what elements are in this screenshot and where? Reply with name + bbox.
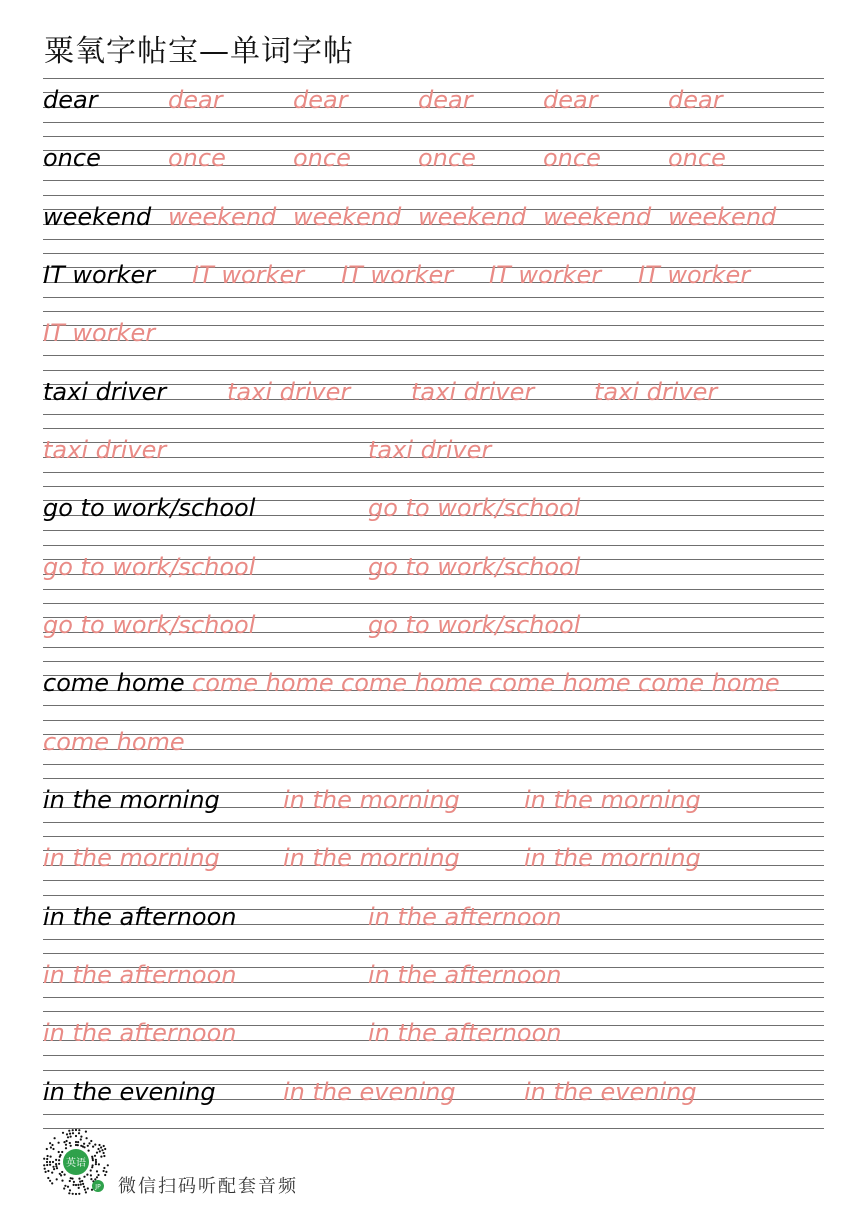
qr-dot xyxy=(55,1163,57,1165)
model-word: weekend xyxy=(43,202,152,231)
qr-dot xyxy=(69,1133,71,1135)
qr-dot xyxy=(98,1163,100,1165)
qr-dot xyxy=(90,1140,92,1142)
ruling-line xyxy=(43,78,824,79)
qr-dot xyxy=(96,1152,98,1154)
ruling-line xyxy=(43,661,824,662)
ruling-line xyxy=(43,603,824,604)
qr-dot xyxy=(43,1158,45,1160)
qr-dot xyxy=(104,1148,106,1150)
audio-scan-hint: 微信扫码听配套音频 xyxy=(118,1176,298,1197)
qr-dot xyxy=(98,1144,100,1146)
trace-word: in the morning xyxy=(524,785,701,814)
qr-dot xyxy=(87,1187,89,1189)
model-word: IT worker xyxy=(43,260,156,289)
ruling-line xyxy=(43,953,824,954)
ruling-line xyxy=(43,997,824,998)
trace-word: go to work/school xyxy=(368,610,581,639)
qr-dot xyxy=(103,1152,105,1154)
trace-word: IT worker xyxy=(43,319,156,348)
row-words xyxy=(43,960,824,992)
row-words xyxy=(43,843,824,875)
qr-dot xyxy=(49,1142,51,1144)
ruling-line xyxy=(43,530,824,531)
qr-dot xyxy=(58,1142,60,1144)
qr-dot xyxy=(80,1138,82,1140)
row-words xyxy=(43,1018,824,1050)
qr-dot xyxy=(77,1144,79,1146)
practice-row xyxy=(43,895,824,953)
ruling-line xyxy=(43,647,824,648)
qr-dot xyxy=(63,1187,65,1189)
row-words xyxy=(43,727,824,759)
practice-row xyxy=(43,953,824,1011)
trace-word: come home xyxy=(192,669,334,698)
qr-dot xyxy=(91,1166,93,1168)
practice-row xyxy=(43,836,824,894)
trace-word: weekend xyxy=(543,202,652,231)
ruling-line xyxy=(43,414,824,415)
qr-dot xyxy=(45,1171,47,1173)
trace-word: taxi driver xyxy=(368,435,492,464)
qr-dot xyxy=(53,1168,55,1170)
row-words xyxy=(43,1077,824,1109)
practice-row xyxy=(43,720,824,778)
footer xyxy=(40,1126,440,1206)
qr-dot xyxy=(47,1177,49,1179)
qr-dot xyxy=(80,1136,82,1138)
qr-dot xyxy=(68,1192,70,1194)
qr-dot xyxy=(61,1171,63,1173)
row-words xyxy=(43,435,824,467)
qr-dot xyxy=(96,1176,98,1178)
trace-word: go to work/school xyxy=(43,610,256,639)
qr-dot xyxy=(88,1142,90,1144)
qr-dot xyxy=(95,1163,97,1165)
qr-dot xyxy=(52,1161,54,1163)
ruling-line xyxy=(43,822,824,823)
qr-dot xyxy=(66,1133,68,1135)
row-words xyxy=(43,202,824,234)
model-word: come home xyxy=(43,669,185,698)
qr-dot xyxy=(92,1159,94,1161)
practice-row xyxy=(43,195,824,253)
practice-row xyxy=(43,136,824,194)
qr-dot xyxy=(44,1168,46,1170)
qr-dot xyxy=(94,1155,96,1157)
qr-dot xyxy=(96,1170,98,1172)
row-words xyxy=(43,143,824,175)
qr-dot xyxy=(85,1191,87,1193)
ruling-line xyxy=(43,1055,824,1056)
qr-dot xyxy=(70,1136,72,1138)
ruling-line xyxy=(43,297,824,298)
ruling-line xyxy=(43,939,824,940)
trace-word: in the morning xyxy=(524,844,701,873)
ruling-line xyxy=(43,355,824,356)
qr-dot xyxy=(92,1146,94,1148)
qr-dot xyxy=(54,1137,56,1139)
ruling-line xyxy=(43,239,824,240)
ruling-line xyxy=(43,545,824,546)
qr-dot xyxy=(69,1142,71,1144)
qr-dot xyxy=(78,1132,80,1134)
qr-dot xyxy=(81,1180,83,1182)
trace-word: weekend xyxy=(418,202,527,231)
ruling-line xyxy=(43,895,824,896)
qr-dot xyxy=(79,1181,81,1183)
qr-dot xyxy=(97,1148,99,1150)
qr-dot xyxy=(49,1164,51,1166)
model-word: once xyxy=(43,144,101,173)
worksheet xyxy=(43,78,824,1129)
row-words xyxy=(43,85,824,117)
qr-dot xyxy=(107,1164,109,1166)
qr-dot xyxy=(70,1177,72,1179)
qr-dot xyxy=(75,1135,77,1137)
ruling-line xyxy=(43,472,824,473)
row-words xyxy=(43,552,824,584)
qr-badge-label: 英语 xyxy=(66,1158,86,1169)
qr-dot xyxy=(95,1161,97,1163)
trace-word: in the afternoon xyxy=(368,1019,562,1048)
practice-row xyxy=(43,253,824,311)
trace-word: IT worker xyxy=(341,260,454,289)
qr-dot xyxy=(104,1174,106,1176)
practice-row xyxy=(43,1011,824,1069)
practice-row xyxy=(43,778,824,836)
qr-dot xyxy=(73,1184,75,1186)
qr-dot xyxy=(87,1145,89,1147)
row-words xyxy=(43,902,824,934)
qr-dot xyxy=(68,1130,70,1132)
practice-row xyxy=(43,428,824,486)
qr-dot xyxy=(49,1161,51,1163)
qr-dot xyxy=(85,1131,87,1133)
practice-row xyxy=(43,545,824,603)
qr-dot xyxy=(83,1176,85,1178)
practice-row xyxy=(43,1070,824,1128)
qr-dot xyxy=(47,1170,49,1172)
ruling-line xyxy=(43,880,824,881)
qr-dot xyxy=(90,1169,92,1171)
ruling-line xyxy=(43,253,824,254)
trace-word: taxi driver xyxy=(43,435,167,464)
qr-dot xyxy=(94,1178,96,1180)
row-words xyxy=(43,260,824,292)
trace-word: once xyxy=(418,144,476,173)
trace-word: in the afternoon xyxy=(368,902,562,931)
qr-dot xyxy=(86,1174,88,1176)
trace-word: go to work/school xyxy=(368,552,581,581)
qr-dot xyxy=(103,1155,105,1157)
model-word: in the afternoon xyxy=(43,902,237,931)
qr-dot xyxy=(75,1141,77,1143)
trace-word: in the afternoon xyxy=(43,1019,237,1048)
qr-dot xyxy=(61,1151,63,1153)
qr-dot xyxy=(51,1182,53,1184)
qr-dot xyxy=(75,1129,77,1131)
qr-dot xyxy=(58,1159,60,1161)
qr-dot xyxy=(101,1149,103,1151)
qr-dot xyxy=(103,1170,105,1172)
qr-code[interactable] xyxy=(40,1126,112,1198)
qr-dot xyxy=(75,1184,77,1186)
ruling-line xyxy=(43,778,824,779)
qr-dot xyxy=(78,1187,80,1189)
qr-dot xyxy=(52,1148,54,1150)
trace-word: go to work/school xyxy=(368,494,581,523)
practice-row xyxy=(43,78,824,136)
row-words xyxy=(43,610,824,642)
qr-dot xyxy=(64,1185,66,1187)
trace-word: IT worker xyxy=(638,260,751,289)
qr-dot xyxy=(72,1132,74,1134)
model-word: in the evening xyxy=(43,1077,216,1106)
ruling-line xyxy=(43,836,824,837)
trace-word: in the morning xyxy=(283,785,460,814)
qr-dot xyxy=(43,1164,45,1166)
trace-word: dear xyxy=(543,86,598,114)
trace-word: in the evening xyxy=(283,1077,456,1106)
trace-word: in the morning xyxy=(283,844,460,873)
qr-dot xyxy=(83,1143,85,1145)
qr-dot xyxy=(100,1146,102,1148)
ruling-line xyxy=(43,720,824,721)
trace-word: dear xyxy=(668,86,723,114)
trace-word: dear xyxy=(168,86,223,114)
qr-dot xyxy=(67,1136,69,1138)
qr-dot xyxy=(46,1161,48,1163)
ruling-line xyxy=(43,122,824,123)
trace-word: once xyxy=(293,144,351,173)
qr-dot xyxy=(77,1184,79,1186)
ruling-line xyxy=(43,1011,824,1012)
qr-dot xyxy=(50,1156,52,1158)
ruling-line xyxy=(43,486,824,487)
trace-word: weekend xyxy=(668,202,777,231)
practice-row xyxy=(43,370,824,428)
qr-dot xyxy=(59,1154,61,1156)
qr-dot xyxy=(58,1151,60,1153)
qr-dot xyxy=(46,1164,48,1166)
trace-word: in the afternoon xyxy=(368,960,562,989)
qr-dot xyxy=(100,1156,102,1158)
qr-dot xyxy=(103,1167,105,1169)
qr-dot xyxy=(65,1147,67,1149)
qr-dot xyxy=(65,1144,67,1146)
qr-dot xyxy=(90,1174,92,1176)
trace-word: dear xyxy=(293,86,348,114)
qr-dot xyxy=(49,1180,51,1182)
ruling-line xyxy=(43,764,824,765)
trace-word: weekend xyxy=(293,202,402,231)
qr-dot xyxy=(72,1129,74,1131)
qr-dot xyxy=(46,1158,48,1160)
row-words xyxy=(43,377,824,409)
model-word: dear xyxy=(43,86,98,114)
ruling-line xyxy=(43,136,824,137)
trace-word: once xyxy=(168,144,226,173)
qr-dot xyxy=(88,1150,90,1152)
trace-word: in the morning xyxy=(43,844,220,873)
qr-dot xyxy=(58,1163,60,1165)
ruling-line xyxy=(43,428,824,429)
trace-word: taxi driver xyxy=(227,377,351,406)
qr-dot xyxy=(47,1155,49,1157)
practice-row xyxy=(43,661,824,719)
trace-word: in the afternoon xyxy=(43,960,237,989)
practice-row xyxy=(43,603,824,661)
trace-word: IT worker xyxy=(192,260,305,289)
trace-word: dear xyxy=(418,86,473,114)
trace-word: come home xyxy=(638,669,780,698)
trace-word: come home xyxy=(341,669,483,698)
ruling-line xyxy=(43,311,824,312)
qr-dot xyxy=(64,1174,66,1176)
trace-word: weekend xyxy=(168,202,277,231)
row-words xyxy=(43,668,824,700)
qr-dot xyxy=(78,1193,80,1195)
qr-dot xyxy=(82,1183,84,1185)
ruling-line xyxy=(43,180,824,181)
qr-dot xyxy=(97,1174,99,1176)
qr-dot xyxy=(56,1178,58,1180)
qr-dot xyxy=(86,1137,88,1139)
row-words xyxy=(43,493,824,525)
trace-word: once xyxy=(668,144,726,173)
model-word: taxi driver xyxy=(43,377,167,406)
page-title: 粟氧字帖宝—单词字帖 xyxy=(44,34,354,69)
model-word: go to work/school xyxy=(43,494,256,523)
qr-dot xyxy=(61,1180,63,1182)
qr-dot xyxy=(55,1165,57,1167)
qr-dot xyxy=(95,1159,97,1161)
qr-dot xyxy=(51,1172,53,1174)
qr-dot xyxy=(94,1144,96,1146)
ruling-line xyxy=(43,1114,824,1115)
qr-dot xyxy=(56,1167,58,1169)
qr-dot xyxy=(66,1140,68,1142)
practice-row xyxy=(43,311,824,369)
trace-word: in the evening xyxy=(524,1077,697,1106)
qr-dot xyxy=(105,1171,107,1173)
trace-word: taxi driver xyxy=(411,377,535,406)
qr-dot xyxy=(69,1180,71,1182)
trace-word: come home xyxy=(489,669,631,698)
model-word: in the morning xyxy=(43,785,220,814)
qr-dot xyxy=(80,1183,82,1185)
ruling-line xyxy=(43,589,824,590)
qr-dot xyxy=(63,1141,65,1143)
qr-dot xyxy=(70,1145,72,1147)
trace-word: once xyxy=(543,144,601,173)
qr-dot xyxy=(46,1148,48,1150)
qr-dot xyxy=(78,1129,80,1131)
ruling-line xyxy=(43,195,824,196)
qr-dot xyxy=(83,1186,85,1188)
trace-word: taxi driver xyxy=(594,377,718,406)
qr-dot xyxy=(52,1166,54,1168)
qr-corner-label: JP xyxy=(95,1183,101,1191)
qr-dot xyxy=(59,1173,61,1175)
qr-dot xyxy=(55,1159,57,1161)
qr-dot xyxy=(69,1189,71,1191)
trace-word: go to work/school xyxy=(43,552,256,581)
qr-dot xyxy=(67,1186,69,1188)
row-words xyxy=(43,785,824,817)
qr-dot xyxy=(103,1145,105,1147)
qr-dot xyxy=(90,1178,92,1180)
row-words xyxy=(43,318,824,350)
qr-dot xyxy=(73,1181,75,1183)
trace-word: IT worker xyxy=(489,260,602,289)
qr-dot xyxy=(72,1193,74,1195)
trace-word: come home xyxy=(43,727,185,756)
qr-dot xyxy=(84,1189,86,1191)
qr-dot xyxy=(75,1193,77,1195)
qr-dot xyxy=(83,1146,85,1148)
ruling-line xyxy=(43,370,824,371)
practice-row xyxy=(43,486,824,544)
qr-dot xyxy=(50,1146,52,1148)
ruling-line xyxy=(43,705,824,706)
qr-dot xyxy=(99,1150,101,1152)
qr-dot xyxy=(51,1144,53,1146)
qr-dot xyxy=(78,1178,80,1180)
qr-dot xyxy=(77,1141,79,1143)
qr-dot xyxy=(62,1132,64,1134)
ruling-line xyxy=(43,1070,824,1071)
